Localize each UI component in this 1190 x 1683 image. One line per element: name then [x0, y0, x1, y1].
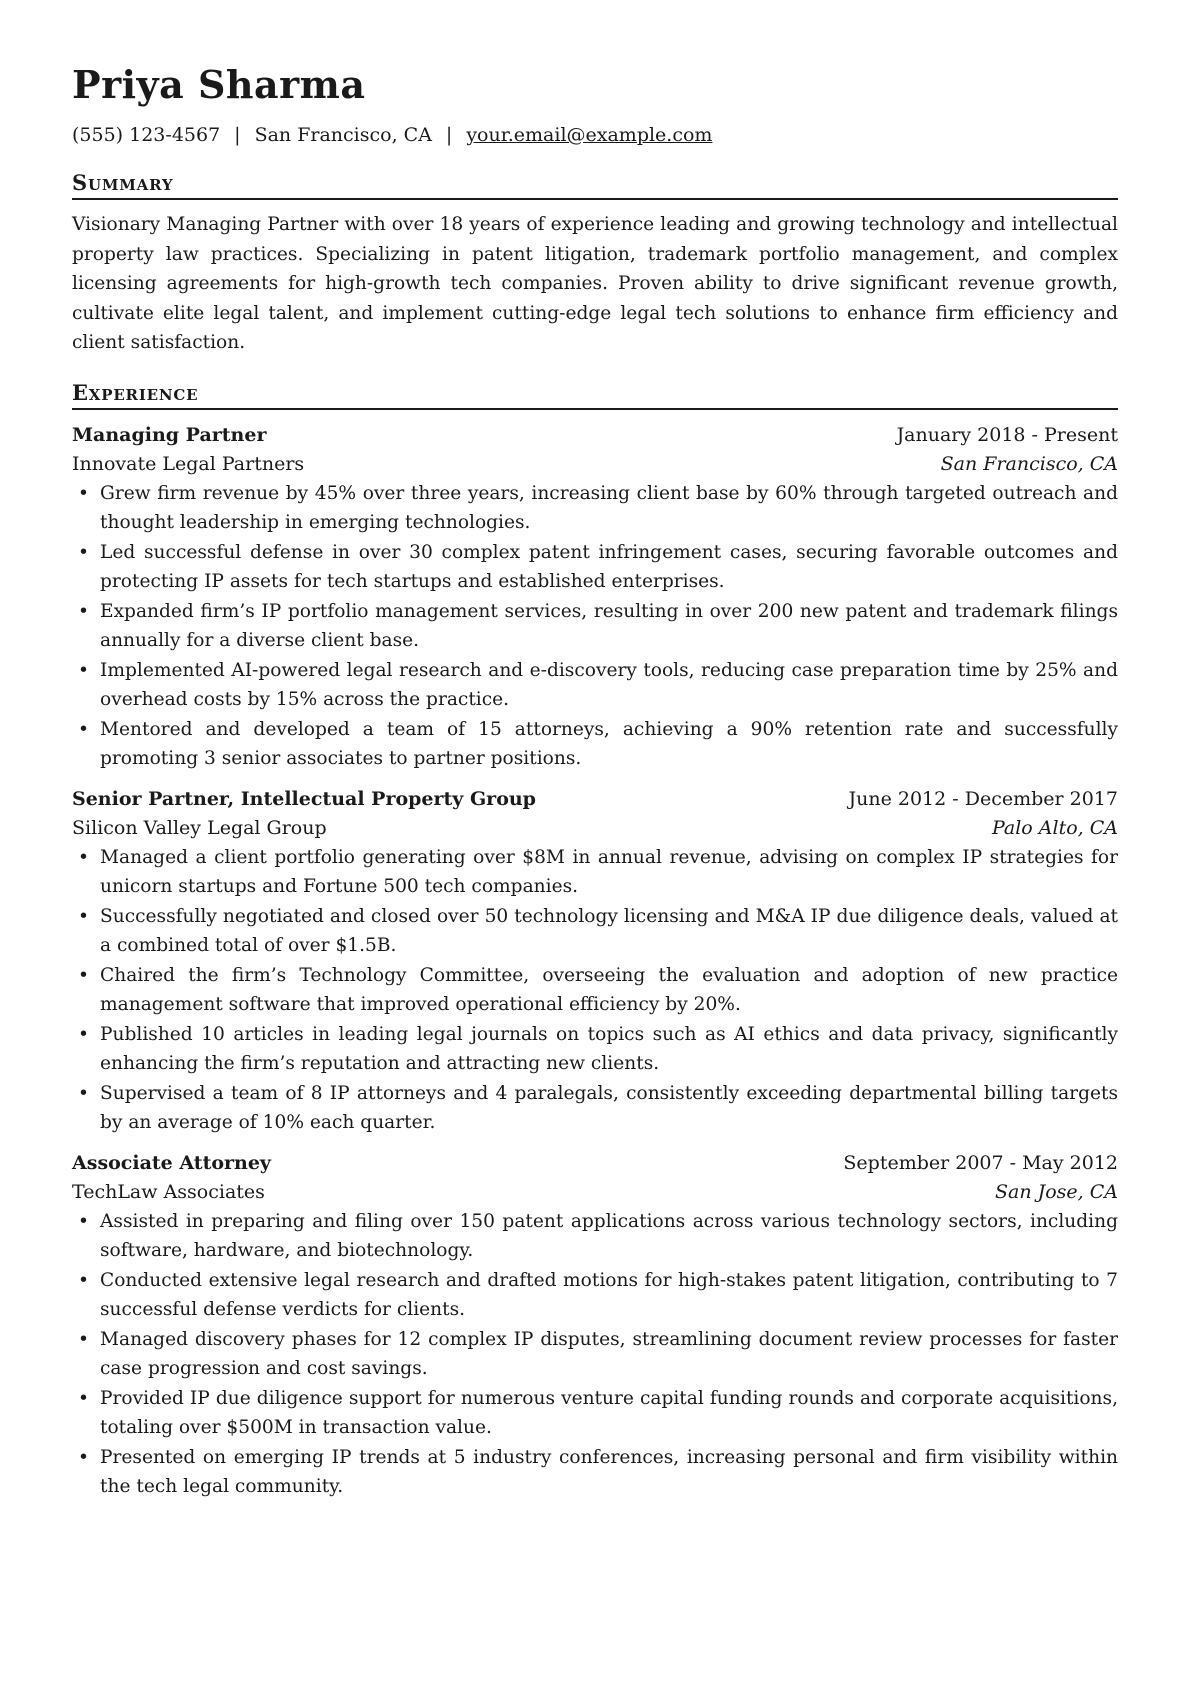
- job-location: Palo Alto, CA: [991, 816, 1118, 839]
- job-bullets: [72, 479, 1118, 774]
- summary-text: Visionary Managing Partner with over 18 years of experience leading and growing technology and intellectual property law practices. Specializing in patent litigation, trademark portfolio management, and complex licensing agreements for high-growth tech companies. Proven ability to drive significant revenue growth, cultivate elite legal talent, and implement cutting-edge legal tech solutions to enhance firm efficiency and client satisfaction.: [72, 214, 1118, 353]
- bullet-item: • Assisted in preparing and filing over 150 patent applications across various technology sectors, including software, hardware, and biotechnology.: [72, 1207, 1118, 1266]
- phone-number: (555) 123-4567: [72, 124, 221, 146]
- job-company: Innovate Legal Partners: [72, 452, 305, 475]
- bullet-item: • Published 10 articles in leading legal journals on topics such as AI ethics and data privacy, significantly enhancing the firm’s reputation and attracting new clients.: [72, 1020, 1118, 1079]
- bullet-item: • Conducted extensive legal research and drafted motions for high-stakes patent litigation, contributing to 7 successful defense verdicts for clients.: [72, 1266, 1118, 1325]
- bullet-item: • Successfully negotiated and closed over 50 technology licensing and M&A IP due diligence deals, valued at a combined total of over $1.5B.: [72, 902, 1118, 961]
- contact-separator: |: [234, 124, 241, 146]
- job-bullets: [72, 843, 1118, 1138]
- job-dates: January 2018 - Present: [896, 423, 1118, 446]
- bullet-item: • Presented on emerging IP trends at 5 industry conferences, increasing personal and firm visibility within the tech legal community.: [72, 1443, 1118, 1502]
- job-bullets: [72, 1207, 1118, 1502]
- bullet-item: • Expanded firm’s IP portfolio management services, resulting in over 200 new patent and trademark filings annually for a diverse client base.: [72, 597, 1118, 656]
- bullet-item: • Chaired the firm’s Technology Committee, overseeing the evaluation and adoption of new practice management software that improved operational efficiency by 20%.: [72, 961, 1118, 1020]
- job-header: [72, 421, 1118, 450]
- job-title: Senior Partner, Intellectual Property Group: [72, 787, 536, 810]
- job-title: Managing Partner: [72, 423, 267, 446]
- job-title: Associate Attorney: [72, 1151, 271, 1174]
- job-subheader: [72, 450, 1118, 479]
- job-header: [72, 785, 1118, 814]
- job-entry: [72, 421, 1118, 774]
- bullet-item: • Mentored and developed a team of 15 attorneys, achieving a 90% retention rate and successfully promoting 3 senior associates to partner positions.: [72, 715, 1118, 774]
- location: San Francisco, CA: [254, 124, 432, 146]
- summary-heading: Summary: [72, 170, 1118, 200]
- job-header: [72, 1149, 1118, 1178]
- bullet-item: • Grew firm revenue by 45% over three years, increasing client base by 60% through targeted outreach and thought leadership in emerging technologies.: [72, 479, 1118, 538]
- bullet-item: • Supervised a team of 8 IP attorneys and 4 paralegals, consistently exceeding departmental billing targets by an average of 10% each quarter.: [72, 1079, 1118, 1138]
- contact-separator: |: [445, 124, 453, 146]
- job-location: San Francisco, CA: [940, 452, 1118, 475]
- bullet-item: • Provided IP due diligence support for numerous venture capital funding rounds and corporate acquisitions, totaling over $500M in transaction value.: [72, 1384, 1118, 1443]
- email-link[interactable]: your.email@example.com: [466, 124, 713, 146]
- job-company: Silicon Valley Legal Group: [72, 816, 327, 839]
- job-dates: September 2007 - May 2012: [843, 1151, 1118, 1174]
- bullet-item: • Managed a client portfolio generating over $8M in annual revenue, advising on complex IP strategies for unicorn startups and Fortune 500 tech companies.: [72, 843, 1118, 902]
- bullet-item: • Implemented AI-powered legal research and e-discovery tools, reducing case preparation time by 25% and overhead costs by 15% across the practice.: [72, 656, 1118, 715]
- job-subheader: [72, 1178, 1118, 1207]
- contact-line: [72, 122, 1118, 148]
- job-location: San Jose, CA: [994, 1180, 1118, 1203]
- job-entry: [72, 785, 1118, 1138]
- bullet-item: • Led successful defense in over 30 complex patent infringement cases, securing favorable outcomes and protecting IP assets for tech startups and established enterprises.: [72, 538, 1118, 597]
- job-entry: [72, 1149, 1118, 1502]
- job-dates: June 2012 - December 2017: [848, 787, 1118, 810]
- experience-heading: Experience: [72, 380, 1118, 410]
- bullet-item: • Managed discovery phases for 12 complex IP disputes, streamlining document review processes for faster case progression and cost savings.: [72, 1325, 1118, 1384]
- candidate-name: Priya Sharma: [72, 62, 366, 107]
- job-subheader: [72, 814, 1118, 843]
- job-company: TechLaw Associates: [72, 1180, 265, 1203]
